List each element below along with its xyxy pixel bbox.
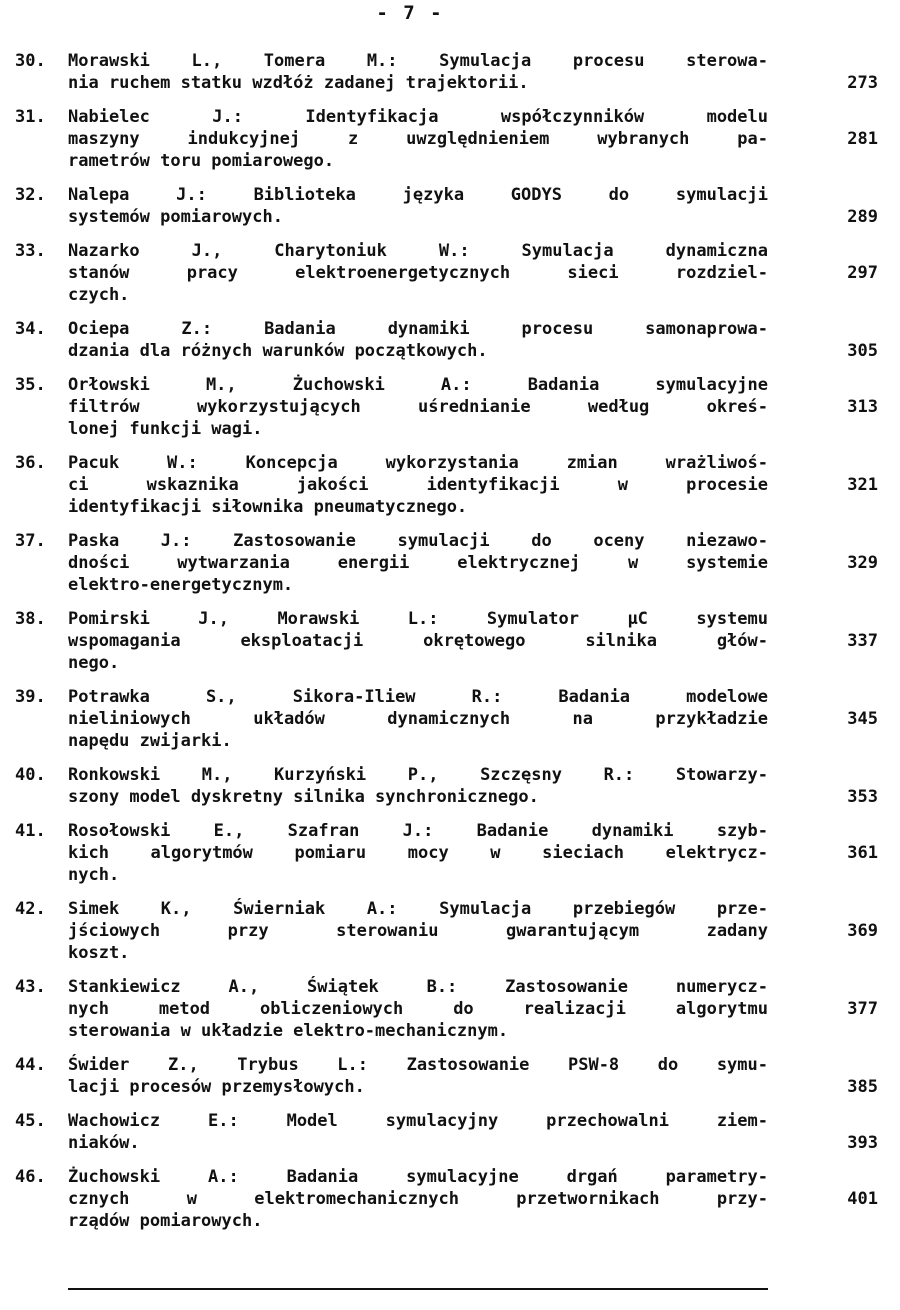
entry-title-line: Rosołowski E., Szafran J.: Badanie dynamiki szyb-: [68, 821, 768, 841]
entry-title-line: Nazarko J., Charytoniuk W.: Symulacja dynamiczna: [68, 241, 768, 261]
entry-title: [68, 1054, 768, 1098]
entry-page-number: 289: [847, 207, 878, 227]
entry-title-line: sterowania w układzie elektro-mechanicznym.: [68, 1021, 509, 1041]
page-number: - 7 -: [376, 2, 444, 24]
entry-page-number: 377: [847, 999, 878, 1019]
entry-title: [68, 976, 768, 1042]
entry-page-number: 273: [847, 73, 878, 93]
entry-title: [68, 764, 768, 808]
entry-page-number: 305: [847, 341, 878, 361]
entry-title-line: lonej funkcji wagi.: [68, 419, 263, 439]
entry-title-line: Simek K., Świerniak A.: Symulacja przebiegów prze-: [68, 899, 768, 919]
toc-entry: [0, 1054, 900, 1098]
entry-title-line: rametrów toru pomiarowego.: [68, 151, 335, 171]
entry-page-number: 369: [847, 921, 878, 941]
toc-entry: [0, 686, 900, 752]
entry-title-line: nych.: [68, 865, 120, 885]
entry-page-number: 297: [847, 263, 878, 283]
entry-title-line: Nabielec J.: Identyfikacja współczynników modelu: [68, 107, 768, 127]
entry-title: [68, 374, 768, 440]
table-of-contents: [0, 50, 900, 1244]
entry-number: 40.: [15, 765, 46, 785]
entry-page-number: 329: [847, 553, 878, 573]
toc-entry: [0, 530, 900, 596]
entry-title-line: napędu zwijarki.: [68, 731, 232, 751]
entry-title-line: lacji procesów przemysłowych.: [68, 1077, 365, 1097]
entry-number: 36.: [15, 453, 46, 473]
entry-number: 39.: [15, 687, 46, 707]
entry-page-number: 313: [847, 397, 878, 417]
entry-title-line: dzania dla różnych warunków początkowych.: [68, 341, 488, 361]
entry-title-line: stanów pracy elektroenergetycznych sieci rozdziel-: [68, 263, 768, 283]
entry-title-line: maszyny indukcyjnej z uwzględnieniem wybranych pa-: [68, 129, 768, 149]
entry-title: [68, 452, 768, 518]
entry-title: [68, 50, 768, 94]
entry-number: 34.: [15, 319, 46, 339]
entry-title-line: nieliniowych układów dynamicznych na przykładzie: [68, 709, 768, 729]
toc-entry: [0, 898, 900, 964]
entry-number: 38.: [15, 609, 46, 629]
entry-title: [68, 608, 768, 674]
toc-entry: [0, 240, 900, 306]
entry-title-line: nych metod obliczeniowych do realizacji algorytmu: [68, 999, 768, 1019]
toc-entry: [0, 184, 900, 228]
entry-page-number: 281: [847, 129, 878, 149]
entry-title-line: elektro-energetycznym.: [68, 575, 294, 595]
toc-entry: [0, 452, 900, 518]
entry-page-number: 321: [847, 475, 878, 495]
entry-number: 45.: [15, 1111, 46, 1131]
entry-page-number: 401: [847, 1189, 878, 1209]
entry-title: [68, 184, 768, 228]
entry-title: [68, 240, 768, 306]
entry-title: [68, 898, 768, 964]
toc-entry: [0, 50, 900, 94]
entry-title-line: cznych w elektromechanicznych przetwornikach przy-: [68, 1189, 768, 1209]
entry-title-line: wspomagania eksploatacji okrętowego silnika głów-: [68, 631, 768, 651]
entry-title-line: Paska J.: Zastosowanie symulacji do oceny niezawo-: [68, 531, 768, 551]
entry-title-line: Żuchowski A.: Badania symulacyjne drgań parametry-: [68, 1167, 768, 1187]
entry-title: [68, 686, 768, 752]
entry-number: 41.: [15, 821, 46, 841]
entry-title: [68, 318, 768, 362]
entry-title-line: Nalepa J.: Biblioteka języka GODYS do symulacji: [68, 185, 768, 205]
entry-title-line: koszt.: [68, 943, 130, 963]
entry-title-line: Pomirski J., Morawski L.: Symulator μC systemu: [68, 609, 768, 629]
entry-number: 31.: [15, 107, 46, 127]
toc-entry: [0, 106, 900, 172]
entry-title-line: Ronkowski M., Kurzyński P., Szczęsny R.: Stowarzy-: [68, 765, 768, 785]
entry-title: [68, 530, 768, 596]
entry-number: 42.: [15, 899, 46, 919]
entry-title-line: Morawski L., Tomera M.: Symulacja procesu sterowa-: [68, 51, 768, 71]
entry-number: 32.: [15, 185, 46, 205]
entry-number: 44.: [15, 1055, 46, 1075]
entry-title: [68, 820, 768, 886]
entry-title-line: nego.: [68, 653, 120, 673]
entry-number: 35.: [15, 375, 46, 395]
entry-title-line: nia ruchem statku wzdłóż zadanej trajektorii.: [68, 73, 529, 93]
entry-title-line: Stankiewicz A., Świątek B.: Zastosowanie numerycz-: [68, 977, 768, 997]
entry-title: [68, 106, 768, 172]
entry-title-line: systemów pomiarowych.: [68, 207, 283, 227]
toc-entry: [0, 820, 900, 886]
entry-number: 30.: [15, 51, 46, 71]
entry-title: [68, 1166, 768, 1232]
entry-page-number: 345: [847, 709, 878, 729]
entry-title-line: Orłowski M., Żuchowski A.: Badania symulacyjne: [68, 375, 768, 395]
toc-entry: [0, 318, 900, 362]
toc-entry: [0, 1110, 900, 1154]
entry-page-number: 337: [847, 631, 878, 651]
toc-entry: [0, 764, 900, 808]
entry-number: 46.: [15, 1167, 46, 1187]
entry-title-line: rządów pomiarowych.: [68, 1211, 263, 1231]
entry-title: [68, 1110, 768, 1154]
entry-page-number: 361: [847, 843, 878, 863]
entry-title-line: kich algorytmów pomiaru mocy w sieciach elektrycz-: [68, 843, 768, 863]
toc-entry: [0, 1166, 900, 1232]
entry-page-number: 385: [847, 1077, 878, 1097]
entry-title-line: niaków.: [68, 1133, 140, 1153]
entry-title-line: dności wytwarzania energii elektrycznej w systemie: [68, 553, 768, 573]
toc-entry: [0, 374, 900, 440]
entry-title-line: Potrawka S., Sikora-Iliew R.: Badania modelowe: [68, 687, 768, 707]
entry-number: 33.: [15, 241, 46, 261]
entry-title-line: czych.: [68, 285, 130, 305]
entry-title-line: filtrów wykorzystujących uśrednianie według okreś-: [68, 397, 768, 417]
entry-title-line: jściowych przy sterowaniu gwarantującym zadany: [68, 921, 768, 941]
entry-number: 43.: [15, 977, 46, 997]
footer-rule: [68, 1288, 768, 1290]
entry-title-line: Świder Z., Trybus L.: Zastosowanie PSW-8 do symu-: [68, 1055, 768, 1075]
entry-number: 37.: [15, 531, 46, 551]
entry-title-line: Wachowicz E.: Model symulacyjny przechowalni ziem-: [68, 1111, 768, 1131]
entry-title-line: szony model dyskretny silnika synchronicznego.: [68, 787, 539, 807]
entry-title-line: Ociepa Z.: Badania dynamiki procesu samonaprowa-: [68, 319, 768, 339]
entry-title-line: identyfikacji siłownika pneumatycznego.: [68, 497, 468, 517]
entry-title-line: Pacuk W.: Koncepcja wykorzystania zmian wrażliwoś-: [68, 453, 768, 473]
entry-title-line: ci wskaznika jakości identyfikacji w procesie: [68, 475, 768, 495]
entry-page-number: 393: [847, 1133, 878, 1153]
toc-entry: [0, 608, 900, 674]
toc-entry: [0, 976, 900, 1042]
entry-page-number: 353: [847, 787, 878, 807]
